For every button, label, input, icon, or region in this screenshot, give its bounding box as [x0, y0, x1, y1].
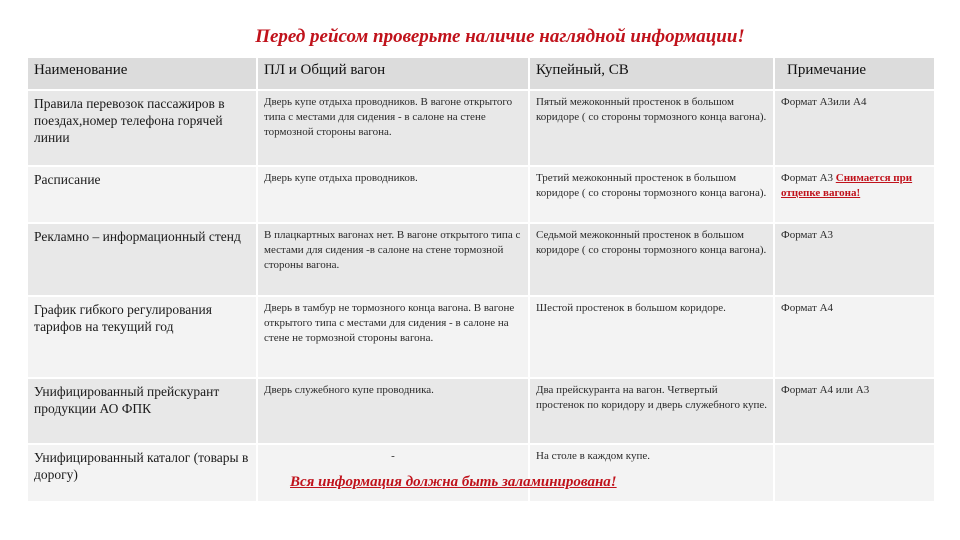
page-title: Перед рейсом проверьте наличие наглядной информации!	[255, 26, 745, 47]
note-text: Формат А4 или А3	[781, 384, 870, 396]
row-note	[775, 379, 936, 445]
row-note	[775, 167, 936, 224]
table-row	[28, 297, 936, 379]
note-warning: Снимается при отцепке вагона!	[781, 172, 913, 199]
header-kupe: Купейный, СВ	[530, 58, 775, 91]
row-kupe: Третий межоконный простенок в большом коридоре ( со стороны тормозного конца вагона).	[530, 167, 775, 224]
table-header-row	[28, 58, 936, 91]
row-name: Унифицированный каталог (товары в дорогу)	[28, 445, 258, 503]
row-name: Унифицированный прейскурант продукции АО ФПК	[28, 379, 258, 445]
row-pl: Дверь купе отдыха проводников. В вагоне открытого типа с местами для сидения - в салоне на стене тормозной стороны вагона.	[258, 91, 530, 167]
table-row	[28, 167, 936, 224]
row-name: График гибкого регулирования тарифов на текущий год	[28, 297, 258, 379]
row-note	[775, 445, 936, 503]
row-pl: Дверь в тамбур не тормозного конца вагона. В вагоне открытого типа с местами для сидения - в салоне на стене не тормозной стороны вагона.	[258, 297, 530, 379]
row-kupe: Седьмой межоконный простенок в большом коридоре ( со стороны тормозного конца вагона).	[530, 224, 775, 297]
row-pl: Дверь служебного купе проводника.	[258, 379, 530, 445]
info-table	[28, 58, 936, 503]
header-name: Наименование	[28, 58, 258, 91]
table-row	[28, 91, 936, 167]
note-text: Формат А3	[781, 229, 834, 241]
row-name: Правила перевозок пассажиров в поездах,номер телефона горячей линии	[28, 91, 258, 167]
row-note	[775, 224, 936, 297]
table-row	[28, 379, 936, 445]
row-name: Рекламно – информационный стенд	[28, 224, 258, 297]
note-text: Формат А3или А4	[781, 96, 867, 108]
row-note	[775, 297, 936, 379]
row-name: Расписание	[28, 167, 258, 224]
row-pl: Дверь купе отдыха проводников.	[258, 167, 530, 224]
row-note	[775, 91, 936, 167]
header-note: Примечание	[775, 58, 936, 91]
header-pl: ПЛ и Общий вагон	[258, 58, 530, 91]
note-text: Формат А3	[781, 172, 834, 184]
row-kupe: Два прейскуранта на вагон. Четвертый простенок по коридору и дверь служебного купе.	[530, 379, 775, 445]
table-row	[28, 224, 936, 297]
note-text: Формат А4	[781, 302, 834, 314]
row-pl: -	[258, 445, 530, 503]
row-kupe: На столе в каждом купе.	[530, 445, 775, 503]
row-pl: В плацкартных вагонах нет. В вагоне открытого типа с местами для сидения -в салоне на стене тормозной стороны вагона.	[258, 224, 530, 297]
row-kupe: Шестой простенок в большом коридоре.	[530, 297, 775, 379]
lamination-notice: Вся информация должна быть заламинирована!	[290, 474, 617, 490]
row-kupe: Пятый межоконный простенок в большом коридоре ( со стороны тормозного конца вагона).	[530, 91, 775, 167]
